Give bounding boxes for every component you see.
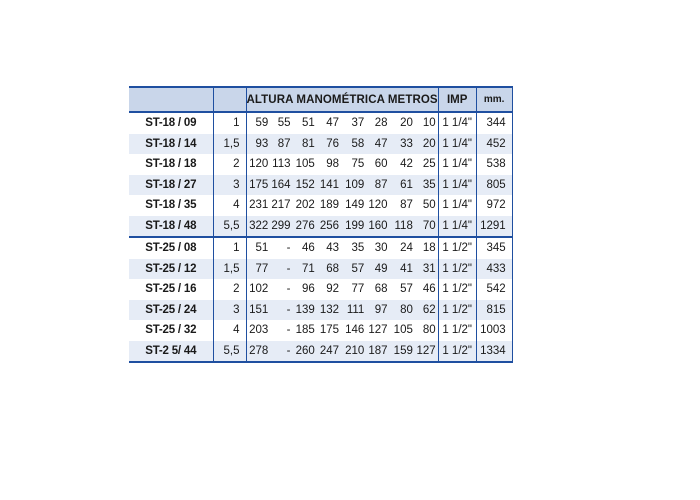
- cell-head-value: 93: [246, 134, 270, 155]
- cell-imp: 1 1/4": [438, 195, 476, 216]
- cell-head-value: 187: [366, 341, 389, 363]
- cell-head-value: 24: [390, 237, 415, 259]
- cell-head-value: 299: [270, 216, 292, 238]
- table-row: [129, 154, 512, 175]
- cell-mm: 538: [476, 154, 512, 175]
- cell-head-value: 77: [351, 283, 365, 296]
- cell-head-value: 18: [415, 237, 438, 259]
- cell-head-value: 28: [374, 117, 388, 130]
- cell-head-value: 217: [271, 199, 291, 212]
- table-row: [129, 216, 512, 238]
- cell-head-value: 42: [400, 158, 413, 171]
- cell-head-value: 61: [390, 175, 415, 196]
- table-row: [129, 134, 512, 155]
- cell-head-value: 68: [374, 283, 388, 296]
- cell-kw: 4: [213, 195, 246, 216]
- cell-model: ST-25 / 08: [129, 237, 213, 259]
- cell-imp: 1 1/2": [438, 259, 476, 280]
- table-row: [129, 112, 512, 134]
- pump-spec-table-container: [129, 86, 513, 363]
- cell-imp: 1 1/4": [438, 154, 476, 175]
- cell-imp: 1 1/2": [438, 320, 476, 341]
- cell-head-value: 175: [319, 324, 340, 337]
- cell-head-value: 46: [293, 237, 317, 259]
- cell-mm: 1291: [476, 216, 512, 238]
- cell-head-value: 87: [366, 175, 389, 196]
- cell-head-value: 10: [415, 112, 438, 134]
- cell-head-value: 105: [295, 158, 315, 171]
- cell-head-value: -: [270, 259, 292, 280]
- cell-head-value: 152: [293, 175, 317, 196]
- cell-model: ST-25 / 32: [129, 320, 213, 341]
- cell-head-value: 49: [366, 259, 389, 280]
- cell-model: ST-2 5/ 44: [129, 341, 213, 363]
- cell-head-value: 51: [301, 117, 315, 130]
- header-model: [129, 87, 213, 112]
- cell-head-value: 127: [368, 324, 388, 337]
- table-header-row: [129, 87, 512, 112]
- table-body: [129, 112, 512, 362]
- cell-model: ST-18 / 48: [129, 216, 213, 238]
- cell-head-value: 77: [246, 259, 270, 280]
- cell-head-value: 146: [345, 324, 365, 337]
- cell-head-value: -: [286, 324, 291, 337]
- cell-head-value: 247: [317, 341, 341, 363]
- cell-head-value: 322: [246, 216, 270, 238]
- cell-kw: 1: [213, 237, 246, 259]
- cell-head-value: 57: [400, 283, 413, 296]
- cell-head-value: 231: [249, 199, 269, 212]
- cell-model: ST-18 / 27: [129, 175, 213, 196]
- cell-head-value: 25: [415, 154, 438, 175]
- cell-head-value: 46: [415, 279, 438, 300]
- cell-head-value: 30: [366, 237, 389, 259]
- table-row: [129, 175, 512, 196]
- cell-head-value: 97: [366, 300, 389, 321]
- cell-head-value: 164: [270, 175, 292, 196]
- cell-head-value: 109: [341, 175, 366, 196]
- table-row: [129, 300, 512, 321]
- cell-kw: 2: [213, 154, 246, 175]
- cell-kw: 1,5: [213, 134, 246, 155]
- cell-mm: 1334: [476, 341, 512, 363]
- cell-head-value: 80: [390, 300, 415, 321]
- cell-head-value: 185: [295, 324, 315, 337]
- cell-head-value: 35: [341, 237, 366, 259]
- table-row: [129, 237, 512, 259]
- cell-head-value: 102: [249, 283, 269, 296]
- cell-head-value: 139: [293, 300, 317, 321]
- cell-head-value: 149: [345, 199, 365, 212]
- cell-model: ST-18 / 09: [129, 112, 213, 134]
- cell-head-value: 50: [415, 195, 438, 216]
- header-altura: ALTURA MANOMÉTRICA METROS: [246, 87, 438, 112]
- cell-head-value: 60: [374, 158, 388, 171]
- cell-model: ST-25 / 12: [129, 259, 213, 280]
- cell-head-value: 43: [317, 237, 341, 259]
- cell-head-value: 210: [341, 341, 366, 363]
- cell-head-value: 141: [317, 175, 341, 196]
- cell-model: ST-25 / 24: [129, 300, 213, 321]
- cell-head-value: -: [270, 341, 292, 363]
- cell-head-value: 203: [249, 324, 269, 337]
- cell-head-value: 80: [415, 320, 438, 341]
- cell-head-value: 120: [368, 199, 388, 212]
- cell-head-value: -: [270, 237, 292, 259]
- cell-head-value: 256: [317, 216, 341, 238]
- cell-model: ST-25 / 16: [129, 279, 213, 300]
- cell-mm: 1003: [476, 320, 512, 341]
- cell-head-value: 276: [293, 216, 317, 238]
- cell-head-value: 37: [351, 117, 365, 130]
- cell-head-value: 113: [272, 158, 291, 171]
- cell-mm: 433: [476, 259, 512, 280]
- header-mm: mm.: [476, 87, 512, 112]
- cell-head-value: 118: [390, 216, 415, 238]
- pump-spec-table: [129, 86, 513, 363]
- cell-model: ST-18 / 14: [129, 134, 213, 155]
- cell-mm: 972: [476, 195, 512, 216]
- cell-kw: 5,5: [213, 216, 246, 238]
- table-row: [129, 341, 512, 363]
- cell-head-value: 92: [326, 283, 340, 296]
- cell-imp: 1 1/2": [438, 237, 476, 259]
- cell-head-value: 47: [366, 134, 389, 155]
- cell-head-value: 33: [390, 134, 415, 155]
- cell-head-value: -: [286, 283, 291, 296]
- cell-head-value: 68: [317, 259, 341, 280]
- cell-mm: 344: [476, 112, 512, 134]
- cell-head-value: 47: [326, 117, 340, 130]
- cell-imp: 1 1/4": [438, 134, 476, 155]
- cell-head-value: 35: [415, 175, 438, 196]
- cell-model: ST-18 / 18: [129, 154, 213, 175]
- cell-imp: 1 1/2": [438, 300, 476, 321]
- cell-head-value: 81: [293, 134, 317, 155]
- cell-head-value: 51: [246, 237, 270, 259]
- cell-head-value: 98: [326, 158, 340, 171]
- cell-head-value: 71: [293, 259, 317, 280]
- cell-mm: 542: [476, 279, 512, 300]
- cell-head-value: 175: [246, 175, 270, 196]
- cell-kw: 4: [213, 320, 246, 341]
- cell-head-value: 75: [351, 158, 365, 171]
- cell-head-value: 127: [415, 341, 438, 363]
- cell-head-value: 132: [317, 300, 341, 321]
- cell-head-value: 189: [319, 199, 340, 212]
- cell-head-value: -: [270, 300, 292, 321]
- cell-imp: 1 1/4": [438, 175, 476, 196]
- cell-head-value: 55: [277, 117, 291, 130]
- cell-kw: 3: [213, 300, 246, 321]
- cell-head-value: 151: [246, 300, 270, 321]
- table-row: [129, 259, 512, 280]
- cell-imp: 1 1/4": [438, 112, 476, 134]
- cell-head-value: 20: [400, 117, 413, 130]
- cell-imp: 1 1/4": [438, 216, 476, 238]
- cell-kw: 3: [213, 175, 246, 196]
- table-row: [129, 279, 512, 300]
- cell-head-value: 199: [341, 216, 366, 238]
- cell-head-value: 62: [415, 300, 438, 321]
- cell-head-value: 96: [301, 283, 315, 296]
- cell-model: ST-18 / 35: [129, 195, 213, 216]
- header-kw: [213, 87, 246, 112]
- cell-mm: 815: [476, 300, 512, 321]
- cell-head-value: 20: [415, 134, 438, 155]
- cell-head-value: 202: [295, 199, 315, 212]
- cell-mm: 452: [476, 134, 512, 155]
- cell-head-value: 278: [246, 341, 270, 363]
- cell-head-value: 57: [341, 259, 366, 280]
- cell-head-value: 58: [341, 134, 366, 155]
- cell-kw: 2: [213, 279, 246, 300]
- cell-mm: 805: [476, 175, 512, 196]
- cell-imp: 1 1/2": [438, 341, 476, 363]
- cell-head-value: 31: [415, 259, 438, 280]
- table-row: [129, 320, 512, 341]
- cell-head-value: 160: [366, 216, 389, 238]
- cell-kw: 5,5: [213, 341, 246, 363]
- table-row: [129, 195, 512, 216]
- cell-head-value: 76: [317, 134, 341, 155]
- header-imp: IMP: [438, 87, 476, 112]
- cell-kw: 1: [213, 112, 246, 134]
- cell-head-value: 70: [415, 216, 438, 238]
- cell-head-value: 87: [400, 199, 413, 212]
- cell-mm: 345: [476, 237, 512, 259]
- cell-head-value: 41: [390, 259, 415, 280]
- cell-head-value: 120: [249, 158, 269, 171]
- cell-head-value: 260: [293, 341, 317, 363]
- cell-kw: 1,5: [213, 259, 246, 280]
- cell-head-value: 159: [390, 341, 415, 363]
- cell-head-value: 59: [255, 117, 269, 130]
- cell-head-value: 87: [270, 134, 292, 155]
- cell-imp: 1 1/2": [438, 279, 476, 300]
- cell-head-value: 105: [393, 324, 413, 337]
- cell-head-value: 111: [341, 300, 366, 321]
